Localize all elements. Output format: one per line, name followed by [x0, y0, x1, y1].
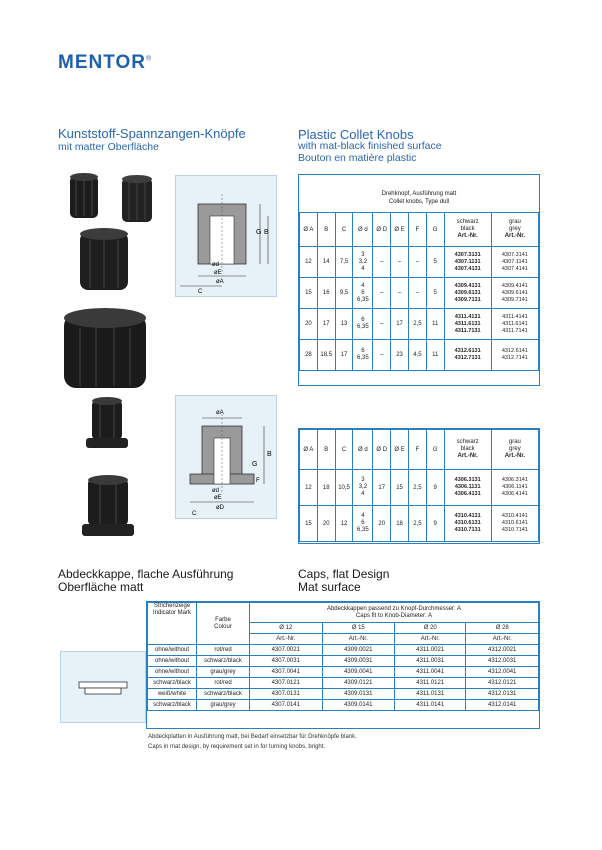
cell-grey-art: 4310.4141 4310.6141 4310.7141	[491, 506, 538, 542]
t1-h-b: B	[317, 213, 335, 247]
cell-art-nr: 4312.0031	[466, 656, 539, 667]
title-en: Plastic Collet Knobs	[298, 127, 414, 142]
table-row	[148, 678, 539, 689]
cell-black-art: 4310.4131 4310.6131 4310.7131	[444, 506, 491, 542]
cell-art-nr: 4312.0021	[466, 645, 539, 656]
caps-h-d20: Ø 20	[395, 623, 466, 634]
cell-black-art: 4309.4131 4309.6131 4309.7131	[444, 278, 491, 309]
knob-photo-small-2	[122, 175, 152, 222]
t2-h-b: B	[317, 430, 335, 470]
cell-f: 4,5	[408, 340, 426, 371]
cell-art-nr: 4309.0021	[322, 645, 395, 656]
t1-h-c: C	[335, 213, 353, 247]
cell-grey-art: 4309.4141 4309.6141 4309.7141	[491, 278, 538, 309]
cell-mark: schwarz/black	[148, 678, 197, 689]
cell-f: 2,5	[408, 506, 426, 542]
cell-art-nr: 4311.0131	[395, 689, 466, 700]
t2-h-c: C	[335, 430, 353, 470]
caps-h-colour: Farbe Colour	[197, 603, 250, 645]
table-row	[148, 689, 539, 700]
cell-grey-art: 4312.6141 4312.7141	[491, 340, 538, 371]
t2-h-black: schwarz black Art.-Nr.	[444, 430, 491, 470]
knob-photo-medium	[80, 228, 128, 290]
cell-d: 3 3,2 4	[353, 470, 373, 506]
cell-colour: grau/grey	[197, 667, 250, 678]
cell-art-nr: 4311.0121	[395, 678, 466, 689]
t1-h-black: schwarz black Art.-Nr.	[444, 213, 491, 247]
cell-f: 2,5	[408, 309, 426, 340]
cell-art-nr: 4312.0141	[466, 700, 539, 711]
table-row	[300, 506, 539, 542]
title-de: Kunststoff-Spannzangen-Knöpfe	[58, 126, 246, 141]
caps-h-art4: Art.-Nr.	[466, 634, 539, 645]
subtitle-de: mit matter Oberfläche	[58, 141, 159, 153]
t1-h-dd: Ø D	[373, 213, 391, 247]
cell-g: 11	[426, 340, 444, 371]
cell-a: 15	[300, 278, 318, 309]
dim2-label-dd: øD	[216, 505, 224, 511]
cell-mark: ohne/without	[148, 656, 197, 667]
caps-footnote: Abdeckplatten in Ausführung matt, bei Bedarf einsetzbar für Drehknöpfe blank. Caps in mat design, by requirement set in for turning knobs, bright.	[148, 734, 357, 750]
cell-e: 17	[391, 309, 409, 340]
skirt-knob-photo-1	[86, 397, 128, 448]
cell-colour: schwarz/black	[197, 656, 250, 667]
cell-art-nr: 4309.0141	[322, 700, 395, 711]
collet-table-2	[298, 428, 540, 544]
cell-art-nr: 4307.0041	[250, 667, 323, 678]
caps-h-art2: Art.-Nr.	[322, 634, 395, 645]
cell-c: 9,5	[335, 278, 353, 309]
cap-drawing	[60, 651, 146, 723]
dim2-label-f: F	[256, 478, 260, 484]
skirt-knob-photos	[78, 392, 142, 562]
cell-d: 6 6,35	[353, 340, 373, 371]
cell-d: 3 3,2 4	[353, 247, 373, 278]
cell-art-nr: 4312.0131	[466, 689, 539, 700]
cell-a: 12	[300, 247, 318, 278]
cell-c: 12	[335, 506, 353, 542]
caps-title-de: Abdeckkappe, flache Ausführung Oberfläche matt	[58, 567, 234, 594]
cell-b: 20	[317, 506, 335, 542]
cell-dd: –	[373, 278, 391, 309]
t1-h-g: G	[426, 213, 444, 247]
cell-art-nr: 4311.0031	[395, 656, 466, 667]
cell-black-art: 4312.6131 4312.7131	[444, 340, 491, 371]
t2-h-g: G	[426, 430, 444, 470]
dim-label-c: C	[198, 289, 203, 295]
cell-mark: schwarz/black	[148, 700, 197, 711]
cell-g: 5	[426, 247, 444, 278]
caps-title-en: Caps, flat Design Mat surface	[298, 567, 390, 594]
cell-art-nr: 4307.0121	[250, 678, 323, 689]
cell-art-nr: 4312.0041	[466, 667, 539, 678]
cell-art-nr: 4307.0031	[250, 656, 323, 667]
cell-art-nr: 4311.0041	[395, 667, 466, 678]
cell-b: 18,5	[317, 340, 335, 371]
t1-h-grey: grau grey Art.-Nr.	[491, 213, 538, 247]
brand-logo: MENTOR®	[58, 52, 153, 73]
t2-h-dd: Ø D	[373, 430, 391, 470]
dim2-label-e: øE	[214, 495, 222, 501]
table-row	[300, 247, 539, 278]
collet-knob-photos	[58, 168, 170, 398]
cell-a: 12	[300, 470, 318, 506]
cell-dd: 17	[373, 470, 391, 506]
cell-mark: ohne/without	[148, 645, 197, 656]
cell-grey-art: 4311.4141 4311.6141 4311.7141	[491, 309, 538, 340]
t2-h-d: Ø d	[353, 430, 373, 470]
cell-e: 15	[391, 470, 409, 506]
caps-h-art3: Art.-Nr.	[395, 634, 466, 645]
cell-dd: –	[373, 247, 391, 278]
caps-h-indicator: Strichenzeige Indicator Mark	[148, 603, 197, 645]
knob-photo-large	[64, 308, 146, 388]
caps-h-span: Abdeckkappen passend zu Knopf-Durchmesser: A Caps fit to Knob-Diameter: A	[250, 603, 539, 623]
cell-c: 7,5	[335, 247, 353, 278]
cell-dd: 20	[373, 506, 391, 542]
caps-grid	[147, 602, 539, 711]
cell-dd: –	[373, 340, 391, 371]
dim-label-d: ød	[212, 262, 220, 268]
dim-label-b: B	[264, 229, 269, 236]
cell-g: 11	[426, 309, 444, 340]
dim2-label-c: C	[192, 511, 197, 517]
cell-d: 6 6,35	[353, 309, 373, 340]
t2-h-a: Ø A	[300, 430, 318, 470]
table-row	[148, 700, 539, 711]
table-row	[300, 470, 539, 506]
dim-label-e: øE	[214, 270, 222, 276]
cell-black-art: 4311.4131 4311.6131 4311.7131	[444, 309, 491, 340]
table1-caption: Drehknopf, Ausführung matt Collet knobs, Type dull	[381, 191, 457, 205]
dim-label-g: G	[256, 229, 262, 236]
cell-colour: schwarz/black	[197, 689, 250, 700]
t1-h-d: Ø d	[353, 213, 373, 247]
cell-grey-art: 4306.3141 4306.1141 4306.4141	[491, 470, 538, 506]
cell-black-art: 4307.3131 4307.1131 4307.4131	[444, 247, 491, 278]
cell-black-art: 4306.3131 4306.1131 4306.4131	[444, 470, 491, 506]
caps-table	[146, 601, 540, 729]
cell-b: 17	[317, 309, 335, 340]
t1-h-a: Ø A	[300, 213, 318, 247]
cell-b: 14	[317, 247, 335, 278]
cell-e: –	[391, 278, 409, 309]
table-row	[148, 656, 539, 667]
t2-h-grey: grau grey Art.-Nr.	[491, 430, 538, 470]
subtitle-fr: Bouton en matière plastic	[298, 152, 417, 164]
cell-c: 17	[335, 340, 353, 371]
cell-mark: ohne/without	[148, 667, 197, 678]
cell-mark: weiß/white	[148, 689, 197, 700]
collet-knob-drawing	[175, 175, 277, 297]
collet-table-1	[298, 174, 540, 386]
cell-a: 20	[300, 309, 318, 340]
table1-grid	[299, 212, 539, 371]
cell-g: 9	[426, 470, 444, 506]
cell-e: 23	[391, 340, 409, 371]
table2-grid	[299, 429, 539, 542]
subtitle-en: with mat-black finished surface	[298, 140, 442, 152]
cell-e: –	[391, 247, 409, 278]
t2-h-e: Ø E	[391, 430, 409, 470]
table-row	[148, 645, 539, 656]
cell-colour: grau/grey	[197, 700, 250, 711]
cell-c: 13	[335, 309, 353, 340]
table-row	[300, 309, 539, 340]
cell-colour: rot/red	[197, 678, 250, 689]
cell-dd: –	[373, 309, 391, 340]
cell-art-nr: 4311.0141	[395, 700, 466, 711]
caps-h-d15: Ø 15	[322, 623, 395, 634]
cell-g: 9	[426, 506, 444, 542]
cell-colour: rot/red	[197, 645, 250, 656]
cell-a: 15	[300, 506, 318, 542]
table-row	[300, 278, 539, 309]
cell-art-nr: 4309.0041	[322, 667, 395, 678]
cell-c: 10,5	[335, 470, 353, 506]
cell-b: 16	[317, 278, 335, 309]
dim-label-a: øA	[216, 279, 224, 285]
dim2-label-a: øA	[216, 410, 224, 416]
caps-h-d12: Ø 12	[250, 623, 323, 634]
skirt-knob-drawing	[175, 395, 277, 519]
cell-b: 18	[317, 470, 335, 506]
knob-photo-small-1	[70, 173, 98, 218]
t2-h-f: F	[408, 430, 426, 470]
cell-e: 18	[391, 506, 409, 542]
table-row	[300, 340, 539, 371]
cell-d: 4 6 6,35	[353, 506, 373, 542]
cell-art-nr: 4307.0131	[250, 689, 323, 700]
caps-h-d28: Ø 28	[466, 623, 539, 634]
cell-a: 28	[300, 340, 318, 371]
cell-art-nr: 4307.0021	[250, 645, 323, 656]
cell-grey-art: 4307.3141 4307.1141 4307.4141	[491, 247, 538, 278]
t1-h-f: F	[408, 213, 426, 247]
caps-h-art1: Art.-Nr.	[250, 634, 323, 645]
dim2-label-b: B	[267, 451, 272, 458]
dim2-label-g: G	[252, 461, 258, 468]
cell-g: 5	[426, 278, 444, 309]
cell-art-nr: 4309.0121	[322, 678, 395, 689]
cell-f: –	[408, 278, 426, 309]
cell-art-nr: 4307.0141	[250, 700, 323, 711]
cell-f: 2,5	[408, 470, 426, 506]
cell-d: 4 6 6,35	[353, 278, 373, 309]
table-row	[148, 667, 539, 678]
dim2-label-d: ød	[212, 488, 220, 494]
t1-h-e: Ø E	[391, 213, 409, 247]
cell-art-nr: 4309.0131	[322, 689, 395, 700]
cell-art-nr: 4309.0031	[322, 656, 395, 667]
cell-art-nr: 4312.0121	[466, 678, 539, 689]
cell-art-nr: 4311.0021	[395, 645, 466, 656]
cell-f: –	[408, 247, 426, 278]
skirt-knob-photo-2	[82, 475, 134, 536]
